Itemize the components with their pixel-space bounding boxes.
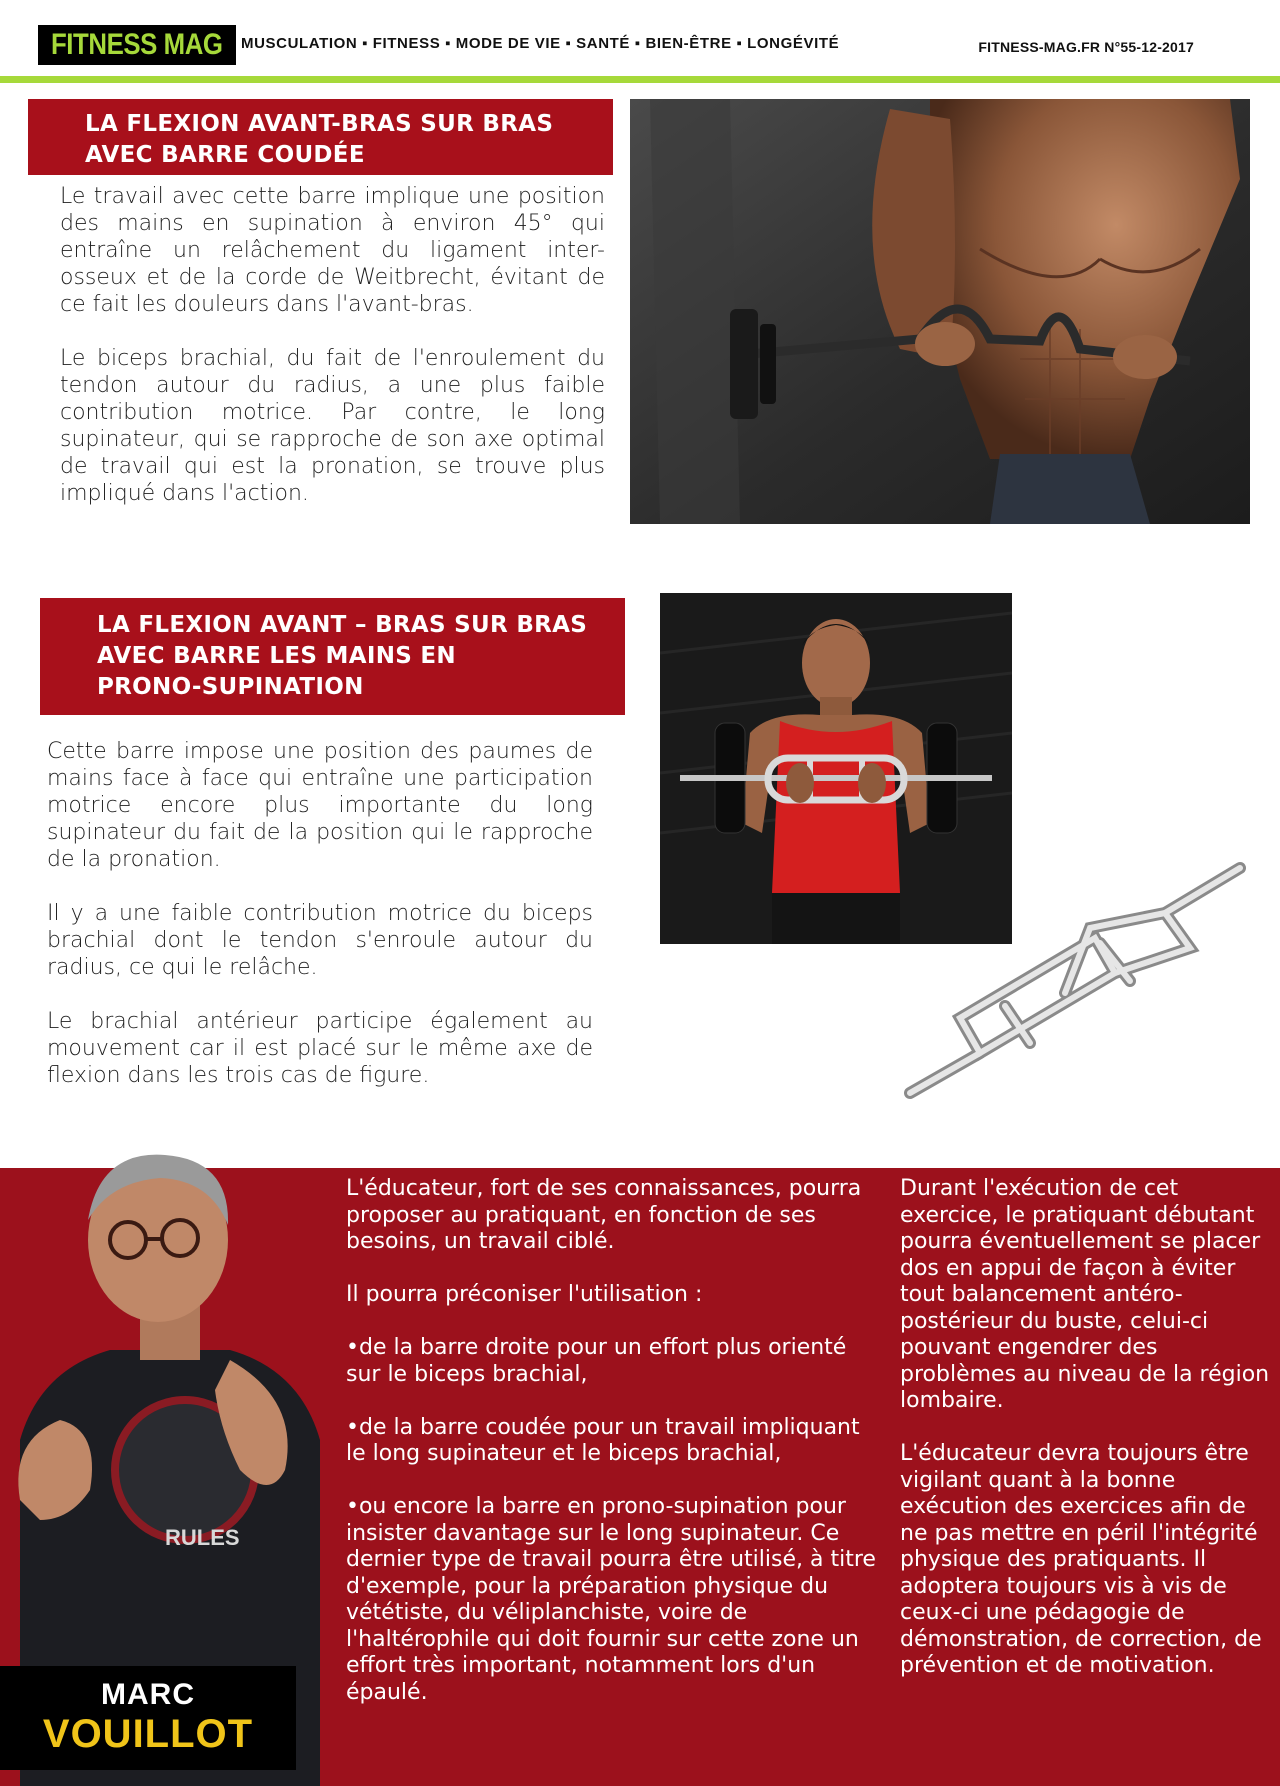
page-header — [0, 0, 1280, 84]
ez-bar-curl-photo — [630, 99, 1250, 524]
ez-bar-curl-illustration — [630, 99, 1250, 524]
section1-paragraph: Le travail avec cette barre implique une position des mains en supination à environ 45° qui entraîne un relâchement du ligament inter-osseux et de la corde de Weitbrecht, évitant de ce fait les douleurs dans l'avant-bras. — [60, 184, 605, 317]
section2-paragraph: Il y a une faible contribution motrice du biceps brachial dont le tendon s'enroule autour du radius, ce qui le relâche. — [47, 901, 593, 980]
author-first-name: MARC — [101, 1678, 195, 1711]
advice-paragraph: L'éducateur devra toujours être vigilant quant à la bonne exécution des exercices afin de ne pas mettre en péril l'intégrité physique des pratiquants. Il adoptera toujours vis à vis de ceux-ci une pédagogie de démonstration, de correction, de prévention et de motivation. — [900, 1441, 1262, 1678]
section1-body — [60, 183, 605, 534]
section1-title — [28, 99, 613, 175]
author-last-name: VOUILLOT — [42, 1712, 254, 1756]
section2-title-line2: AVEC BARRE LES MAINS EN — [97, 643, 456, 669]
advice-bullet: •de la barre coudée pour un travail impliquant le long supinateur et le biceps brachial, — [346, 1414, 860, 1466]
section1-paragraph: Le biceps brachial, du fait de l'enroulement du tendon autour du radius, a une plus faible contribution motrice. Par contre, le long supinateur, qui se rapproche de son axe optimal de travail qui est la pronation, se trouve plus impliqué dans l'action. — [60, 346, 605, 506]
section2-title — [40, 598, 625, 715]
advice-bullet: •ou encore la barre en prono-supination pour insister davantage sur le long supinateur. Ce dernier type de travail pourra être utilisé, à titre d'exemple, pour la préparation physique du vététiste, du véliplanchiste, voire de l'haltérophile qui doit fournir sur cette zone un effort très important, notamment lors d'un épaulé. — [346, 1494, 876, 1705]
advice-column-2 — [900, 1176, 1270, 1706]
tshirt-text: RULES — [165, 1525, 240, 1550]
header-divider — [0, 76, 1280, 83]
advice-paragraph: Durant l'exécution de cet exercice, le pratiquant débutant pourra éventuellement se placer dos en appui de façon à éviter tout balancement antéro-postérieur du buste, celui-ci pouvant engendrer des problèmes au niveau de la région lombaire. — [900, 1176, 1270, 1413]
advice-bullet: •de la barre droite pour un effort plus orienté sur le biceps brachial, — [346, 1335, 847, 1387]
issue-info: FITNESS-MAG.FR N°55-12-2017 — [978, 39, 1194, 55]
magazine-logo[interactable] — [38, 25, 236, 65]
section2-paragraph: Le brachial antérieur participe également au mouvement car il est placé sur le même axe de flexion dans les trois cas de figure. — [47, 1009, 593, 1088]
advice-paragraph: Il pourra préconiser l'utilisation : — [346, 1282, 703, 1307]
advice-paragraph: L'éducateur, fort de ses connaissances, pourra proposer au pratiquant, en fonction de ses besoins, un travail ciblé. — [346, 1176, 862, 1254]
section1-title-line1: LA FLEXION AVANT-BRAS SUR BRAS — [85, 111, 554, 137]
triceps-bar-product-image — [890, 848, 1260, 1108]
category-nav: MUSCULATION ▪ FITNESS ▪ MODE DE VIE ▪ SANTÉ ▪ BIEN-ÊTRE ▪ LONGÉVITÉ — [241, 35, 840, 52]
section2-body — [47, 738, 593, 1116]
section1-title-line2: AVEC BARRE COUDÉE — [85, 142, 365, 168]
logo-text: FITNESS MAG — [51, 28, 223, 61]
triceps-bar-illustration — [890, 848, 1260, 1108]
section2-title-line3: PRONO-SUPINATION — [97, 674, 364, 700]
author-name-box — [0, 1666, 296, 1770]
advice-column-1 — [346, 1176, 876, 1733]
section2-paragraph: Cette barre impose une position des paumes de mains face à face qui entraîne une participation motrice encore plus importante du long supinateur du fait de la position qui le rapproche de la pronation. — [47, 739, 593, 872]
section2-title-line1: LA FLEXION AVANT – BRAS SUR BRAS — [97, 612, 588, 638]
